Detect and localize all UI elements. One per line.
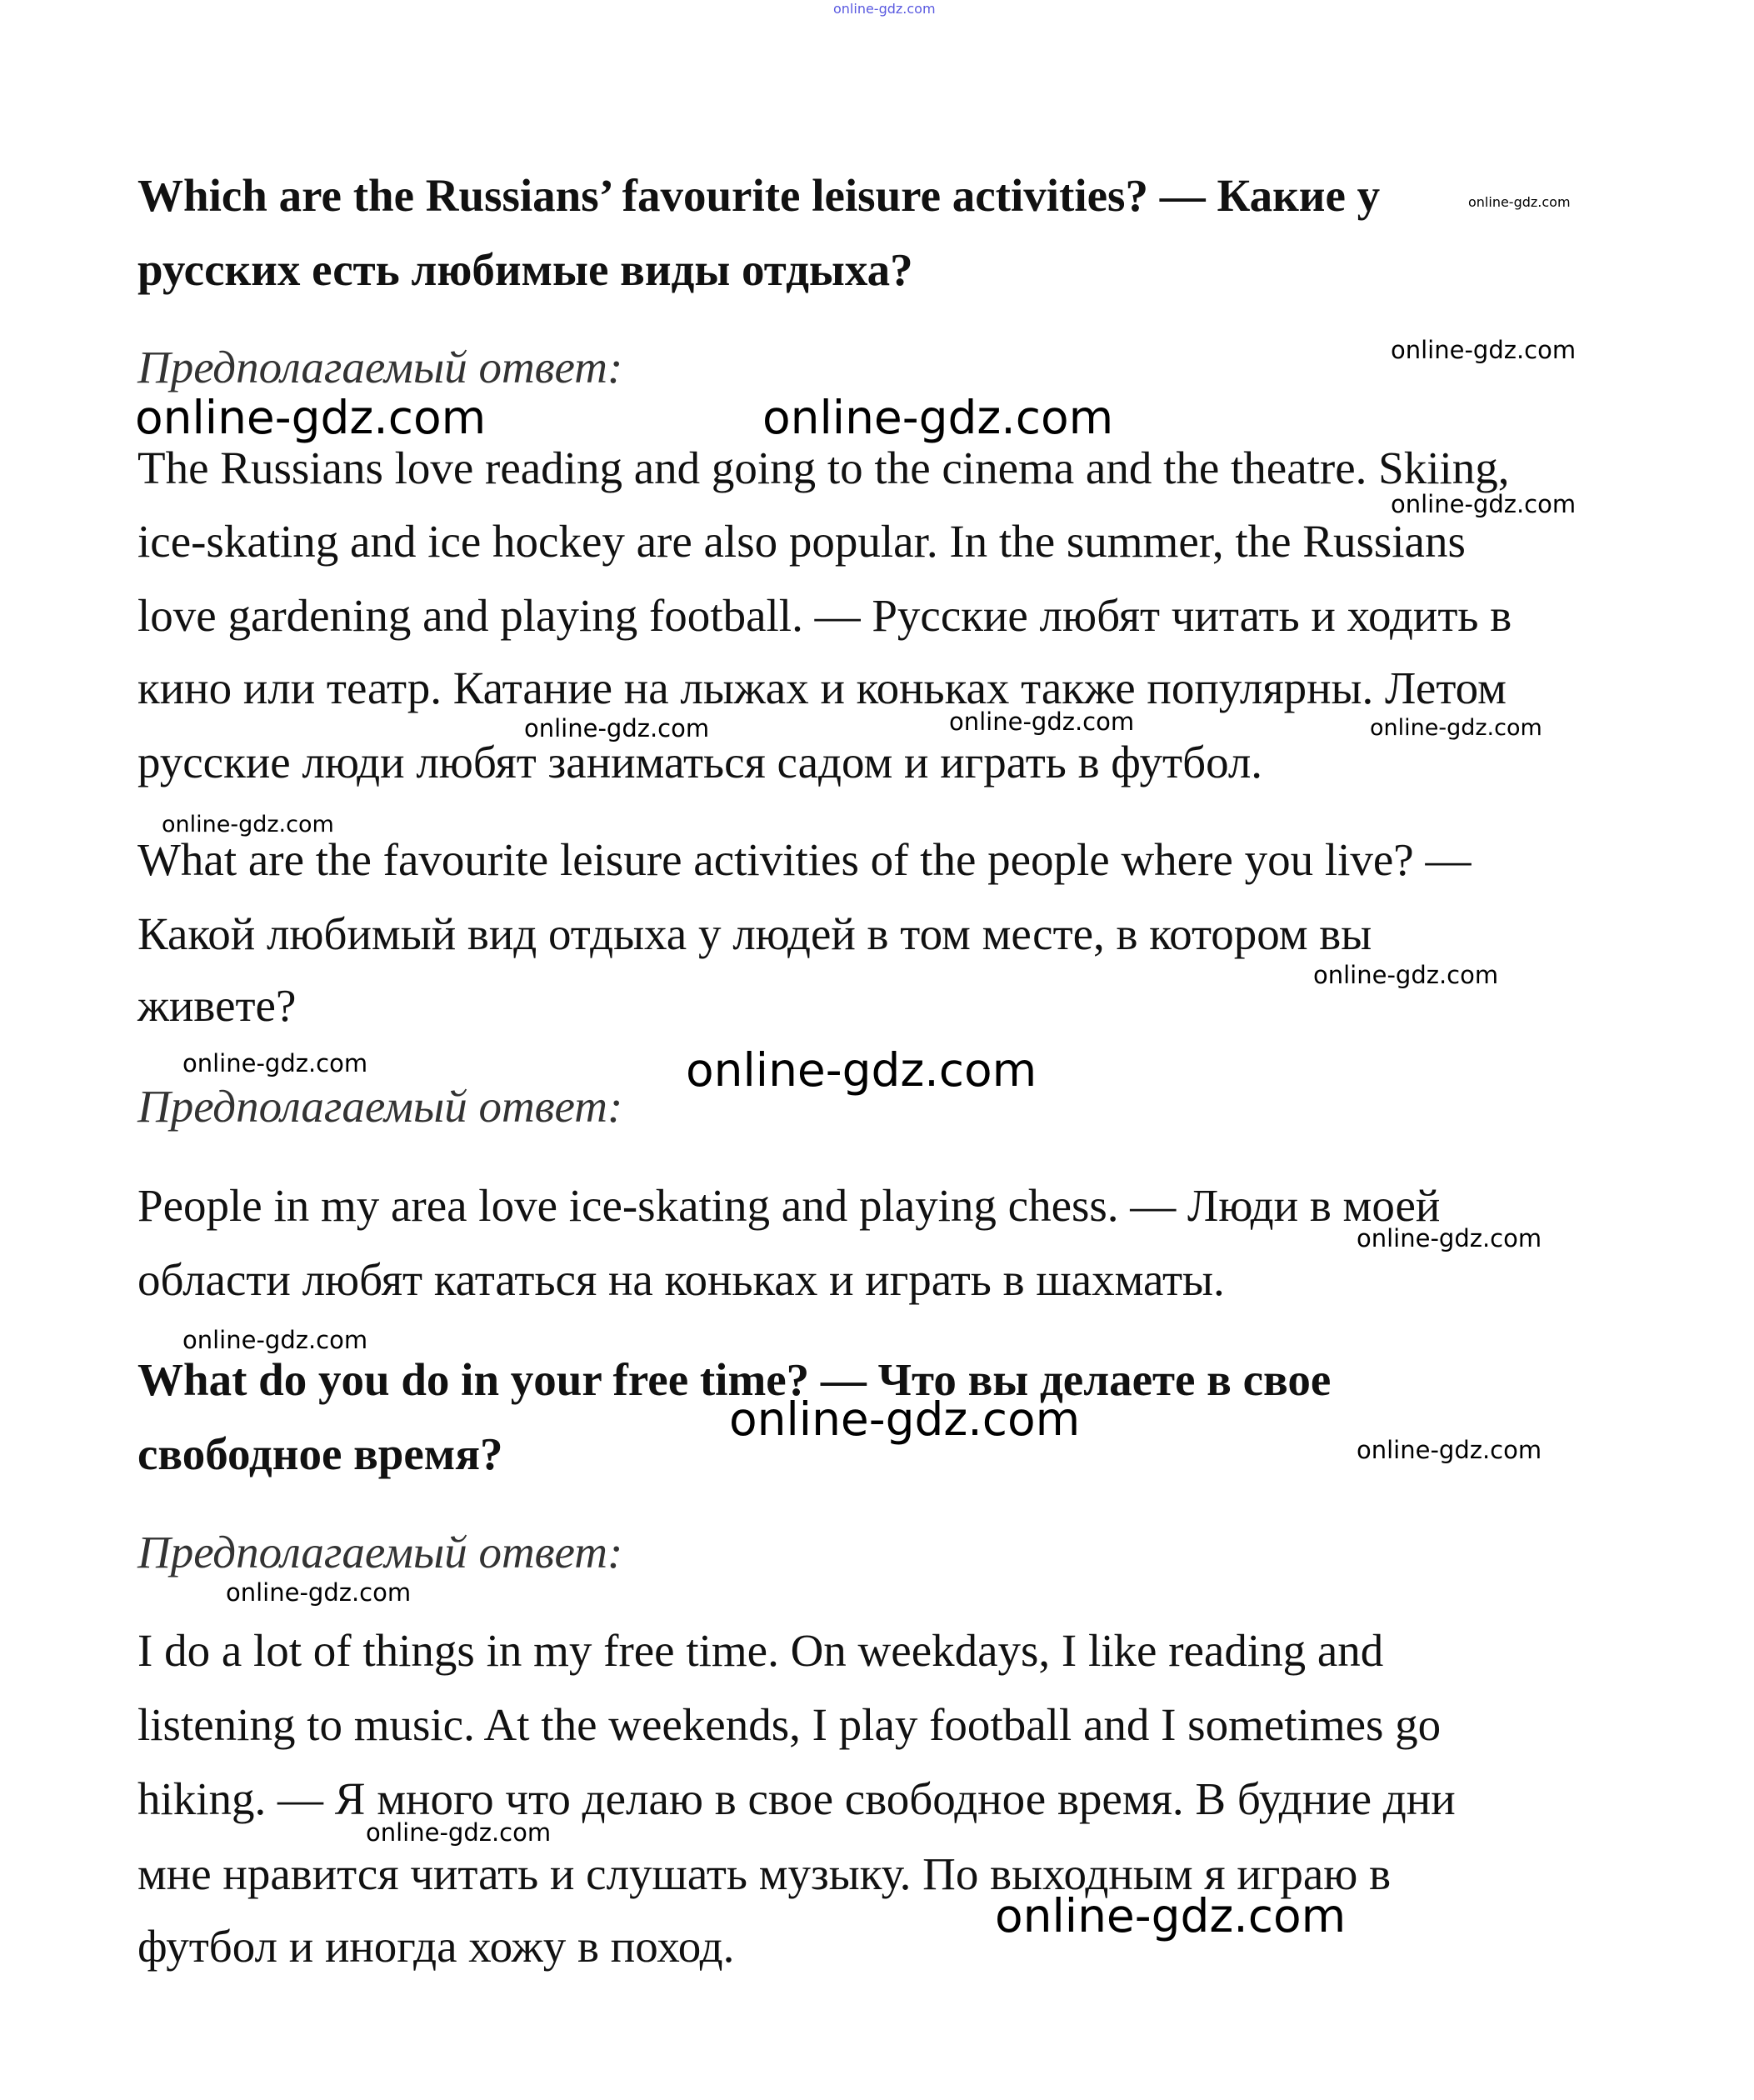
- watermark: online-gdz.com: [1357, 1224, 1542, 1252]
- answer-3-line-1: I do a lot of things in my free time. On weekdays, I like reading and: [137, 1625, 1384, 1676]
- watermark: online-gdz.com: [995, 1889, 1347, 1942]
- answer-1-line-4: кино или театр. Катание на лыжах и коньках также популярны. Летом: [137, 662, 1507, 713]
- answer-1-line-5: русские люди любят заниматься садом и играть в футбол.: [137, 737, 1263, 788]
- watermark: online-gdz.com: [729, 1392, 1081, 1446]
- question-1-line-2: русских есть любимые виды отдыха?: [137, 244, 913, 295]
- answer-3-line-3: hiking. — Я много что делаю в свое свободное время. В будние дни: [137, 1773, 1456, 1824]
- watermark: online-gdz.com: [182, 1326, 368, 1354]
- answer-label-3: Предполагаемый ответ:: [137, 1527, 623, 1578]
- answer-1-line-1: The Russians love reading and going to the cinema and the theatre. Skiing,: [137, 442, 1510, 493]
- answer-label-1: Предполагаемый ответ:: [137, 342, 623, 392]
- answer-1-line-3: love gardening and playing football. — Русские любят читать и ходить в: [137, 590, 1512, 641]
- watermark: online-gdz.com: [1391, 336, 1577, 364]
- watermark: online-gdz.com: [182, 1049, 368, 1078]
- question-1-line-1: Which are the Russians’ favourite leisure activities? — Какие у: [137, 170, 1381, 221]
- answer-3-line-5: футбол и иногда хожу в поход.: [137, 1921, 735, 1972]
- watermark: online-gdz.com: [1391, 490, 1577, 518]
- watermark: online-gdz.com: [833, 1, 936, 17]
- answer-1-line-2: ice-skating and ice hockey are also popular. In the summer, the Russians: [137, 516, 1466, 567]
- watermark: online-gdz.com: [162, 812, 334, 838]
- answer-2-line-1: People in my area love ice-skating and playing chess. — Люди в моей: [137, 1180, 1441, 1231]
- answer-3-line-4: мне нравится читать и слушать музыку. По выходным я играю в: [137, 1848, 1392, 1899]
- watermark: online-gdz.com: [135, 391, 487, 444]
- watermark: online-gdz.com: [686, 1043, 1037, 1097]
- watermark: online-gdz.com: [1313, 961, 1499, 989]
- question-3-line-1: What do you do in your free time? — Что вы делаете в свое: [137, 1354, 1332, 1405]
- watermark: online-gdz.com: [949, 708, 1135, 736]
- watermark: online-gdz.com: [226, 1578, 412, 1607]
- watermark: online-gdz.com: [524, 714, 710, 742]
- watermark: online-gdz.com: [1468, 194, 1571, 210]
- question-2-line-1: What are the favourite leisure activities of the people where you live? —: [137, 834, 1472, 885]
- question-2-line-2: Какой любимый вид отдыха у людей в том месте, в котором вы: [137, 908, 1372, 959]
- watermark: online-gdz.com: [762, 391, 1114, 444]
- answer-label-2: Предполагаемый ответ:: [137, 1081, 623, 1132]
- answer-3-line-2: listening to music. At the weekends, I play football and I sometimes go: [137, 1699, 1442, 1750]
- watermark: online-gdz.com: [366, 1818, 552, 1847]
- question-3-line-2: свободное время?: [137, 1428, 503, 1479]
- answer-2-line-2: области любят кататься на коньках и играть в шахматы.: [137, 1254, 1225, 1305]
- watermark: online-gdz.com: [1357, 1436, 1542, 1464]
- question-2-line-3: живете?: [137, 980, 297, 1031]
- watermark: online-gdz.com: [1370, 715, 1542, 741]
